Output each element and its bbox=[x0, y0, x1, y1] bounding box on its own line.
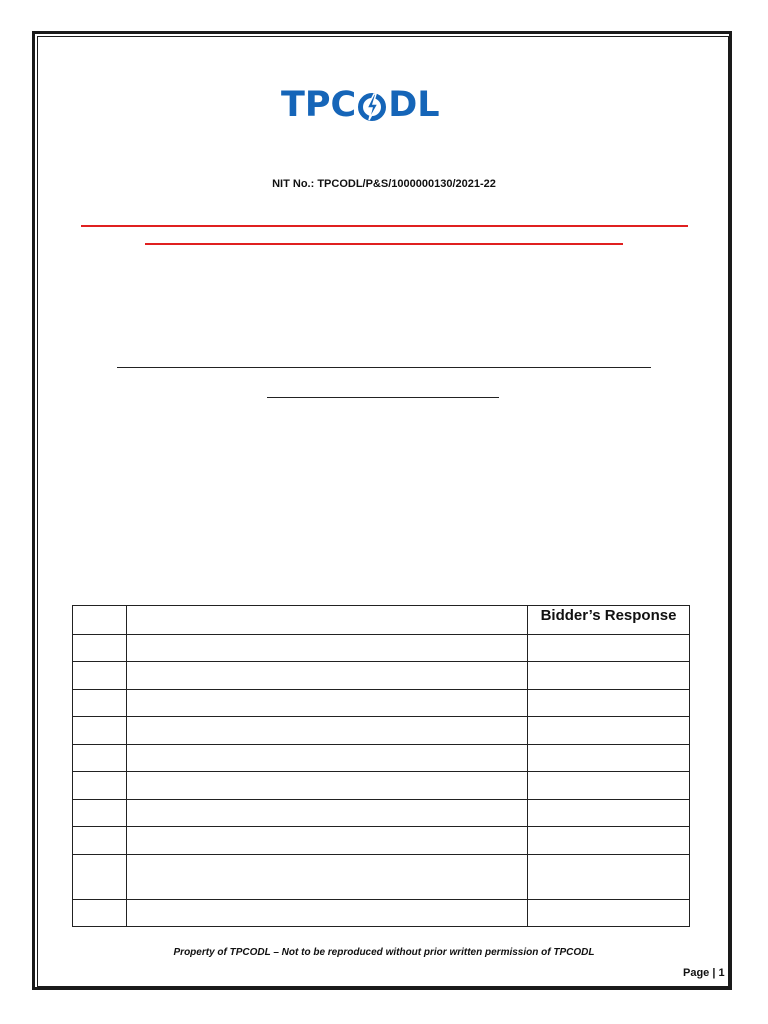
table-cell bbox=[127, 854, 528, 899]
response-cell[interactable] bbox=[528, 827, 690, 855]
table-cell bbox=[73, 689, 127, 717]
table-header-row bbox=[73, 606, 690, 635]
table-cell bbox=[127, 717, 528, 745]
table-cell bbox=[73, 899, 127, 927]
table-cell bbox=[127, 799, 528, 827]
table-row bbox=[73, 854, 690, 899]
tpcodl-logo bbox=[281, 85, 440, 125]
red-rule-top bbox=[81, 225, 688, 227]
footer-notice: Property of TPCODL – Not to be reproduced without prior written permission of TPCODL bbox=[173, 947, 595, 958]
table-row bbox=[73, 799, 690, 827]
table-row bbox=[73, 744, 690, 772]
table-row bbox=[73, 899, 690, 927]
response-cell[interactable] bbox=[528, 662, 690, 690]
page-number: Page | 1 bbox=[683, 967, 725, 979]
table-cell bbox=[127, 772, 528, 800]
table-cell bbox=[127, 899, 528, 927]
header-cell-no bbox=[73, 606, 127, 635]
table-cell bbox=[127, 744, 528, 772]
nit-number: NIT No.: TPCODL/P&S/1000000130/2021-22 bbox=[272, 178, 496, 190]
response-cell[interactable] bbox=[528, 717, 690, 745]
response-cell[interactable] bbox=[528, 854, 690, 899]
table-cell bbox=[73, 799, 127, 827]
table-cell bbox=[73, 827, 127, 855]
response-cell[interactable] bbox=[528, 689, 690, 717]
table-cell bbox=[73, 744, 127, 772]
table-cell bbox=[127, 662, 528, 690]
table-cell bbox=[73, 634, 127, 662]
header-cell-bidders-response: Bidder’s Response bbox=[528, 606, 690, 635]
table-row bbox=[73, 634, 690, 662]
table-row bbox=[73, 689, 690, 717]
table-row bbox=[73, 717, 690, 745]
response-cell[interactable] bbox=[528, 634, 690, 662]
response-cell[interactable] bbox=[528, 744, 690, 772]
logo-bolt-o-icon bbox=[357, 91, 387, 121]
response-cell[interactable] bbox=[528, 772, 690, 800]
table-cell bbox=[73, 717, 127, 745]
table-cell bbox=[127, 634, 528, 662]
response-cell[interactable] bbox=[528, 799, 690, 827]
table-cell bbox=[73, 662, 127, 690]
title-underline-long bbox=[117, 367, 651, 368]
table-cell bbox=[127, 827, 528, 855]
table-row bbox=[73, 827, 690, 855]
table-row bbox=[73, 772, 690, 800]
table-cell bbox=[73, 772, 127, 800]
header-cell-description bbox=[127, 606, 528, 635]
table-cell bbox=[127, 689, 528, 717]
response-cell[interactable] bbox=[528, 899, 690, 927]
red-rule-bottom bbox=[145, 243, 623, 245]
logo-text-right: DL bbox=[388, 85, 440, 125]
logo-text-left: TPC bbox=[281, 85, 357, 125]
table-cell bbox=[73, 854, 127, 899]
title-underline-short bbox=[267, 397, 499, 398]
bidder-response-table bbox=[72, 605, 690, 927]
table-row bbox=[73, 662, 690, 690]
